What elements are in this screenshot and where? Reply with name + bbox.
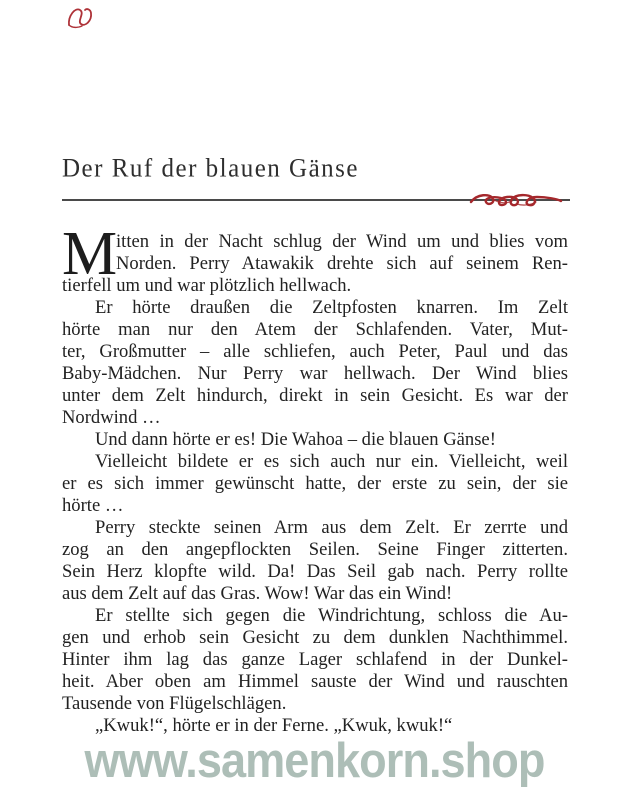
text-line: Baby-Mädchen. Nur Perry war hellwach. Der Wind blies [62,363,568,384]
chapter-header [62,156,570,211]
text-line: Er stellte sich gegen die Windrichtung, schloss die Au- [95,605,568,626]
paragraph [62,429,568,451]
text-line: hörte … [62,495,124,516]
text-line: unter dem Zelt hindurch, direkt in sein Gesicht. Es war der [62,385,568,406]
text-line: zog an den angepflockten Seilen. Seine Finger zitterten. [62,539,568,560]
text-line: Er hörte draußen die Zeltpfosten knarren. Im Zelt [95,297,568,318]
title-rule-wrap [62,189,570,211]
text-line: hörte man nur den Atem der Schlafenden. Vater, Mut- [62,319,568,340]
page-text [62,220,568,737]
text-line: aus dem Zelt auf das Gras. Wow! War das ein Wind! [62,583,453,604]
paragraph [62,517,568,605]
watermark: www.samenkorn.shop [84,732,545,788]
text-line: Sein Herz klopfte wild. Da! Das Seil gab nach. Perry rollte [62,561,568,582]
text-line: heit. Aber oben am Himmel sauste der Wind und rauschten [62,671,568,692]
text-line: Und dann hörte er es! Die Wahoa – die blauen Gänse! [95,429,496,450]
text-line: „Kwuk!“, hörte er in der Ferne. „Kwuk, kwuk!“ [95,715,453,736]
text-line: Norden. Perry Atawakik drehte sich auf seinem Ren- [116,253,568,274]
calligraphic-flourish-icon [468,189,564,211]
paragraph [62,451,568,517]
text-line: itten in der Nacht schlug der Wind um und blies vom [116,231,568,252]
text-line: Perry steckte seinen Arm aus dem Zelt. Er zerrte und [95,517,568,538]
drop-cap: M [62,220,118,288]
text-line: Nordwind … [62,407,161,428]
text-line: Hinter ihm lag das ganze Lager schlafend in der Dunkel- [62,649,568,670]
paragraph [62,605,568,715]
chapter-title: Der Ruf der blauen Gänse [62,154,360,183]
text-line: Tausende von Flügelschlägen. [62,693,287,714]
text-line: er es sich immer gewünscht hatte, der erste zu sein, der sie [62,473,568,494]
paragraph [62,220,568,297]
text-line: Vielleicht bildete er es sich auch nur ein. Vielleicht, weil [95,451,568,472]
paragraph [62,715,568,737]
corner-scribble-icon [66,4,96,32]
text-line: ter, Großmutter – alle schliefen, auch Peter, Paul und das [62,341,568,362]
text-line: tierfell um und war plötzlich hellwach. [62,275,352,296]
text-line: gen und erhob sein Gesicht zu dem dunklen Nachthimmel. [62,627,568,648]
paragraph [62,297,568,429]
